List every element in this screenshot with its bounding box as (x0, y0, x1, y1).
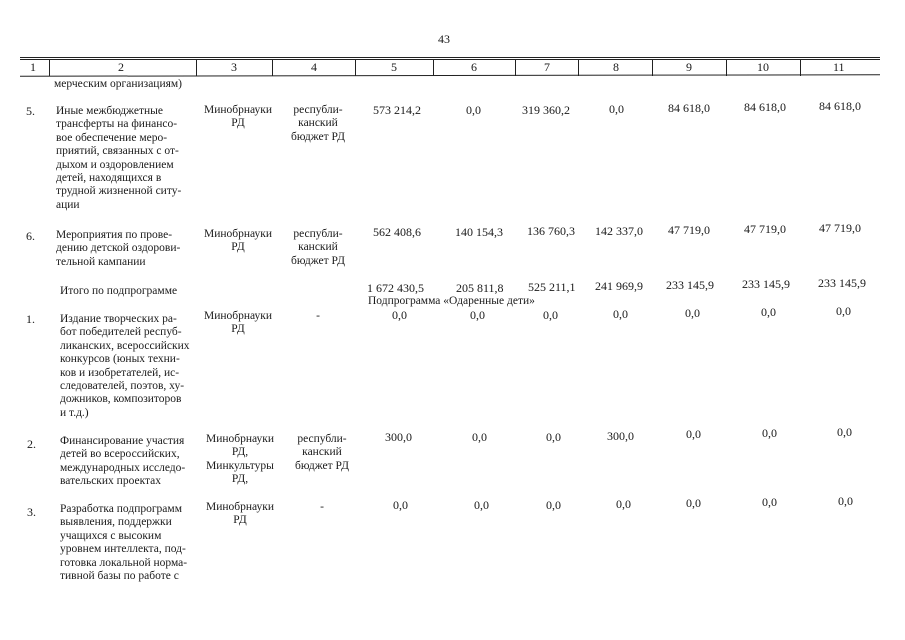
value-cell: 0,0 (474, 498, 489, 512)
description-line: уровнем интеллекта, под- (60, 543, 186, 556)
subprogram-title: Подпрограмма «Одаренные дети» (368, 295, 535, 307)
value-cell: 319 360,2 (522, 103, 570, 117)
value-cell: 0,0 (686, 427, 701, 441)
value-cell: 0,0 (392, 308, 407, 322)
executor-line: РД (231, 117, 245, 130)
value-cell: 0,0 (466, 103, 481, 117)
header-col-divider (355, 59, 356, 76)
header-col-divider (800, 59, 801, 76)
column-header: 10 (757, 60, 769, 74)
subtotal-value: 205 811,8 (456, 281, 504, 295)
value-cell: 0,0 (686, 496, 701, 510)
source-line: бюджет РД (295, 459, 349, 472)
description-line: Издание творческих ра- (60, 313, 177, 325)
source-line: канский (298, 117, 338, 130)
value-cell: 0,0 (609, 102, 624, 116)
description-line: ков и изобретателей, ис- (60, 366, 180, 379)
executor-line: Минобрнауки (203, 310, 273, 322)
value-cell: 0,0 (472, 430, 487, 444)
row-description (56, 229, 192, 269)
value-cell: 300,0 (385, 430, 412, 444)
description-line: вательских проектах (60, 475, 162, 488)
description-line: следователей, поэтов, ху- (60, 380, 185, 393)
value-cell: 142 337,0 (595, 224, 643, 238)
row-funding-source (280, 228, 356, 268)
executor-line: Минкультуры (206, 459, 274, 472)
subtotal-value: 1 672 430,5 (367, 281, 424, 295)
executor-line: Минобрнауки (203, 228, 273, 240)
row-funding-source (280, 310, 356, 323)
description-line: конкурсов (юных техни- (60, 353, 180, 366)
description-line: тивной базы по работе с (60, 570, 179, 583)
description-line: готовка локальной норма- (60, 556, 188, 569)
description-line: бот победителей респуб- (60, 326, 182, 339)
value-cell: 84 618,0 (819, 99, 861, 113)
executor-line: Минобрнауки (205, 501, 275, 513)
value-cell: 0,0 (543, 308, 558, 322)
value-cell: 84 618,0 (668, 101, 710, 115)
column-header: 7 (544, 60, 550, 74)
row-executor (199, 433, 281, 487)
value-cell: 0,0 (616, 497, 631, 511)
row-description (56, 105, 192, 212)
description-line: трудной жизненной ситу- (56, 185, 182, 198)
source-line: бюджет РД (291, 130, 345, 143)
subtotal-label: Итого по подпрограмме (60, 285, 178, 297)
source-line: республи- (293, 228, 343, 240)
header-bottom-rule (20, 74, 880, 77)
column-header: 8 (613, 60, 619, 74)
source-line: республи- (293, 104, 343, 116)
description-line: и т.д.) (60, 406, 89, 419)
executor-line: РД, (231, 446, 249, 459)
row-funding-source (280, 104, 356, 144)
header-col-divider (652, 59, 653, 76)
column-header: 11 (833, 60, 845, 74)
column-header: 9 (686, 60, 692, 74)
value-cell: 0,0 (613, 307, 628, 321)
value-cell: 47 719,0 (744, 222, 786, 236)
value-cell: 562 408,6 (373, 225, 421, 239)
value-cell: 0,0 (685, 306, 700, 320)
value-cell: 300,0 (607, 429, 634, 443)
subtotal-value: 241 969,9 (595, 279, 643, 293)
value-cell: 47 719,0 (668, 223, 710, 237)
value-cell: 0,0 (546, 430, 561, 444)
source-line: республи- (297, 433, 347, 445)
value-cell: 136 760,3 (527, 224, 575, 238)
row-funding-source (284, 433, 360, 473)
row-number: 6. (26, 229, 35, 243)
column-header: 6 (471, 60, 477, 74)
column-header: 5 (391, 60, 397, 74)
value-cell: 0,0 (837, 425, 852, 439)
source-line: - (320, 501, 324, 513)
subtotal-value: 525 211,1 (528, 280, 576, 294)
header-col-divider (272, 59, 273, 76)
header-top-rule (20, 57, 880, 58)
executor-line: РД, (231, 473, 249, 486)
description-line: международных исследо- (60, 461, 186, 474)
value-cell: 0,0 (761, 305, 776, 319)
value-cell: 84 618,0 (744, 100, 786, 114)
header-col-divider (433, 59, 434, 76)
description-line: приятий, связанных с от- (56, 145, 179, 158)
source-line: канский (302, 446, 342, 459)
description-line: выявления, поддержки (60, 516, 172, 529)
row-description (60, 313, 196, 420)
header-col-divider (49, 59, 50, 76)
executor-line: Минобрнауки (203, 104, 273, 116)
subtotal-value: 233 145,9 (818, 276, 866, 290)
description-line: дыхом и оздоровлением (56, 158, 174, 171)
description-line: детей, находящихся в (56, 172, 162, 185)
value-cell: 0,0 (470, 308, 485, 322)
value-cell: 0,0 (838, 494, 853, 508)
description-line: вое обеспечение меро- (56, 131, 168, 144)
description-line: Мероприятия по прове- (56, 229, 173, 241)
row-description (60, 435, 196, 489)
source-line: - (316, 310, 320, 322)
row-number: 2. (27, 437, 36, 451)
row-executor (197, 310, 279, 337)
value-cell: 0,0 (762, 495, 777, 509)
description-line: трансферты на финансо- (56, 118, 178, 131)
row-executor (197, 228, 279, 255)
row-number: 5. (26, 104, 35, 118)
subtotal-value: 233 145,9 (742, 277, 790, 291)
continued-text: мерческим организациям) (54, 78, 182, 90)
column-header: 3 (231, 60, 237, 74)
row-funding-source (284, 501, 360, 514)
subtotal-value: 233 145,9 (666, 278, 714, 292)
description-line: ации (56, 198, 80, 211)
executor-line: РД (231, 241, 245, 254)
description-line: дожников, композиторов (60, 393, 182, 406)
executor-line: РД (231, 323, 245, 336)
value-cell: 47 719,0 (819, 221, 861, 235)
description-line: учащихся с высоким (60, 529, 162, 542)
description-line: Разработка подпрограмм (60, 503, 182, 515)
value-cell: 0,0 (393, 498, 408, 512)
header-col-divider (726, 59, 727, 76)
header-top-rule-double (20, 59, 880, 60)
header-col-divider (515, 59, 516, 76)
value-cell: 0,0 (762, 426, 777, 440)
description-line: ликанских, всероссийских (60, 339, 190, 352)
header-col-divider (578, 59, 579, 76)
description-line: детей во всероссийских, (60, 448, 180, 461)
value-cell: 0,0 (836, 304, 851, 318)
description-line: тельной кампании (56, 255, 146, 268)
value-cell: 140 154,3 (455, 225, 503, 239)
value-cell: 573 214,2 (373, 103, 421, 117)
column-header: 4 (311, 60, 317, 74)
description-line: дению детской оздорови- (56, 242, 181, 255)
header-col-divider (196, 59, 197, 76)
executor-line: Минобрнауки (205, 433, 275, 445)
description-line: Финансирование участия (60, 435, 185, 447)
row-number: 1. (26, 312, 35, 326)
page-number: 43 (438, 32, 450, 46)
value-cell: 0,0 (546, 498, 561, 512)
row-description (60, 503, 196, 583)
row-executor (199, 501, 281, 528)
executor-line: РД (233, 514, 247, 527)
column-header: 1 (30, 60, 36, 74)
row-number: 3. (27, 505, 36, 519)
source-line: бюджет РД (291, 254, 345, 267)
row-executor (197, 104, 279, 131)
column-header: 2 (118, 60, 124, 74)
description-line: Иные межбюджетные (56, 105, 163, 117)
source-line: канский (298, 241, 338, 254)
